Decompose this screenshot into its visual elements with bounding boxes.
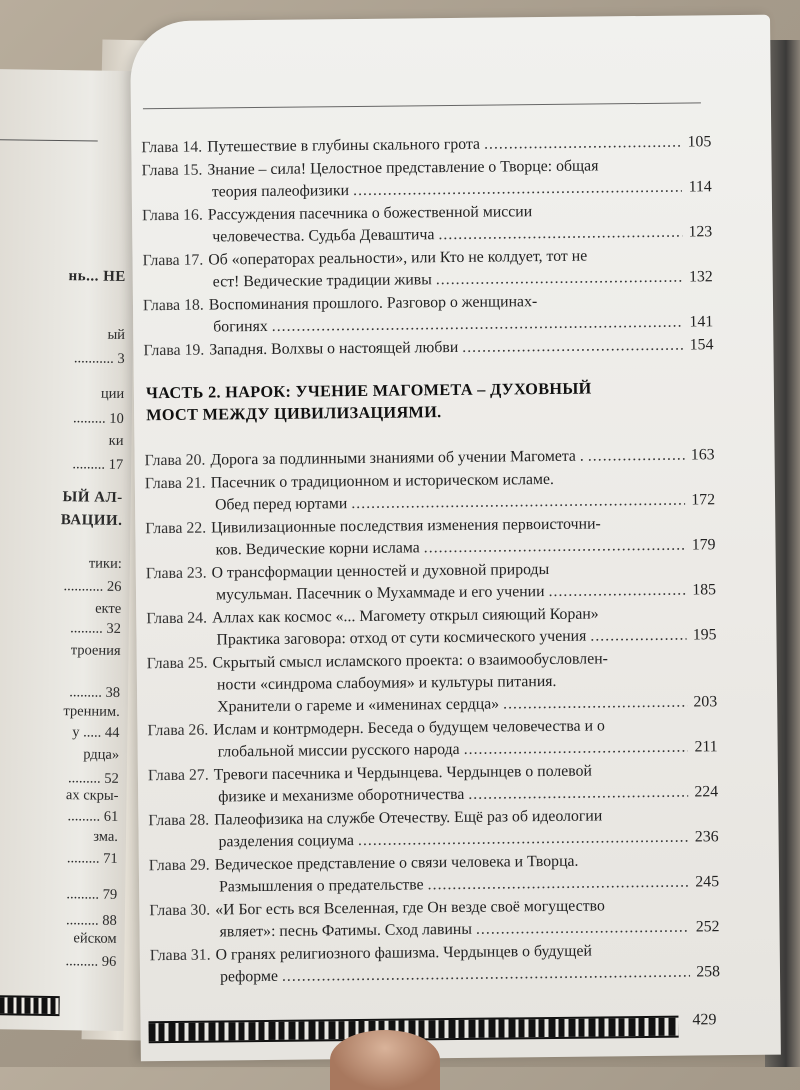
chapter-word: Глава [146, 654, 184, 673]
chapter-title-line: Хранители о гареме и «именинах сердца» [217, 695, 500, 716]
part2-entries [145, 444, 721, 989]
left-ornament-border [0, 995, 60, 1016]
left-fragment: тики: [88, 555, 122, 572]
chapter-title-line: Знание – сила! Целостное представление о Творце: общая [207, 157, 599, 179]
chapter-title-line: Размышления о предательстве [218, 876, 424, 896]
chapter-title-line: являет»: песнь Фатимы. Сход лавины [219, 920, 473, 941]
dot-leader [462, 335, 683, 359]
dot-leader [358, 827, 689, 852]
left-fragment: рдца» [83, 746, 120, 763]
toc-page-number: 179 [691, 536, 716, 554]
chapter-word: Глава [146, 609, 184, 628]
chapter-title-line: Об «операторах реальности», или Кто не колдует, тот не [208, 247, 588, 269]
chapter-word: Глава [143, 341, 181, 360]
left-fragment: ......... 10 [72, 410, 124, 427]
chapter-number: 24. [187, 609, 208, 627]
dot-leader [484, 132, 682, 156]
chapter-number: 20. [185, 451, 206, 469]
left-fragment: ........... 26 [63, 578, 122, 595]
chapter-title-line: богинях [213, 317, 268, 336]
toc-page-number: 141 [689, 313, 714, 331]
chapter-word: Глава [144, 474, 183, 493]
chapter-title-line: Ведическое представление о связи человека и Творца. [214, 852, 579, 874]
chapter-word: Глава [148, 856, 187, 875]
toc-entry [142, 244, 712, 294]
left-fragment: ции [100, 385, 125, 402]
dot-leader [503, 692, 687, 716]
chapter-title-line: Практика заговора: отход от сути космического учения [216, 627, 587, 649]
chapter-word: Глава [142, 251, 180, 270]
dot-leader [464, 737, 688, 761]
chapter-label [149, 900, 210, 923]
toc-page-number: 114 [688, 178, 712, 196]
part-heading-line1: ЧАСТЬ 2. НАРОК: УЧЕНИЕ МАГОМЕТА – ДУХОВНЫЙ [145, 378, 592, 403]
left-fragment: троения [70, 642, 121, 659]
chapter-label [143, 340, 204, 363]
chapter-title-line: Западня. Волхвы о настоящей любви [209, 338, 459, 359]
chapter-title-line: Рассуждения пасечника о божественной миссии [207, 203, 533, 224]
left-fragment: ......... 61 [67, 808, 119, 825]
chapter-label [148, 810, 209, 833]
chapter-title-line: Ислам и контрмодерн. Беседа о будущем человечества и о [213, 717, 605, 739]
chapter-title-line: ности «синдрома слабоумия» и культуры питания. [216, 672, 557, 694]
dot-leader [476, 917, 690, 941]
dot-leader [468, 782, 688, 806]
left-fragment: нь... НЕ [68, 268, 126, 285]
header-rule [143, 102, 701, 109]
thumb [330, 1030, 440, 1090]
chapter-label [145, 450, 206, 473]
chapter-number: 26. [188, 721, 209, 739]
left-fragment: ......... 52 [67, 770, 119, 787]
toc-page-number: 163 [690, 446, 715, 464]
chapter-number: 16. [183, 206, 203, 224]
chapter-title-line: физике и механизме оборотничества [218, 785, 465, 806]
left-fragment: ......... 96 [65, 953, 117, 970]
toc-page-number: 236 [694, 828, 719, 846]
chapter-title-line: Цивилизационные последствия изменения первоисточни- [211, 515, 601, 537]
chapter-title-line: ков. Ведические корни ислама [215, 539, 420, 559]
left-fragment: тренним. [63, 703, 120, 720]
left-fragment: ки [108, 432, 124, 449]
left-fragment: ах скры- [65, 787, 119, 804]
dot-leader [353, 177, 682, 202]
chapter-word: Глава [147, 766, 186, 785]
chapter-label [141, 137, 202, 160]
table-of-contents [141, 131, 720, 990]
part1-entries [141, 131, 713, 362]
chapter-title-line: реформе [219, 967, 279, 986]
left-fragment: зма. [93, 828, 119, 845]
toc-entry [149, 894, 719, 944]
left-fragment: ......... 88 [65, 912, 117, 929]
chapter-word: Глава [148, 811, 186, 830]
chapter-number: 29. [189, 856, 210, 874]
chapter-label [149, 855, 210, 878]
chapter-number: 23. [186, 564, 207, 582]
left-fragment: екте [95, 600, 122, 617]
dot-leader [588, 445, 685, 468]
left-fragment: у ..... 44 [72, 724, 120, 741]
chapter-title-line: Путешествие в глубины скального грота [207, 135, 481, 156]
toc-page-number: 195 [692, 626, 717, 644]
chapter-title-line: О трансформации ценностей и духовной природы [211, 560, 550, 582]
dot-leader [428, 872, 690, 897]
toc-page-number: 258 [696, 963, 721, 981]
dot-leader [272, 312, 684, 338]
chapter-number: 21. [185, 474, 206, 492]
left-header-rule [0, 139, 98, 142]
chapter-title-line: «И Бог есть вся Вселенная, где Он везде своё могущество [215, 897, 605, 919]
toc-page-number: 245 [695, 873, 720, 891]
toc-entry [145, 512, 715, 562]
toc-page-number: 172 [691, 491, 716, 509]
toc-page-number: 252 [695, 918, 720, 936]
toc-entry [147, 714, 717, 764]
chapter-title-line: мусульман. Пасечник о Мухаммаде и его учении [215, 583, 545, 604]
chapter-title-line: Обед перед юртами [214, 495, 348, 514]
left-fragment: ......... 79 [66, 886, 118, 903]
chapter-title-line: глобальной миссии русского народа [217, 740, 460, 761]
toc-entry [145, 467, 715, 517]
chapter-word: Глава [144, 451, 182, 470]
dot-leader [548, 580, 686, 603]
chapter-word: Глава [142, 296, 181, 315]
toc-entry [147, 647, 718, 719]
left-fragment: ........... 3 [73, 350, 125, 367]
chapter-label [145, 518, 206, 541]
chapter-word: Глава [141, 161, 179, 180]
toc-entry [141, 154, 711, 204]
dot-leader [590, 625, 686, 648]
chapter-title-line: Дорога за подлинными знаниями об учении Магомета . [210, 447, 584, 469]
toc-entry [143, 334, 713, 362]
chapter-label [145, 473, 206, 496]
chapter-title-line: Пасечник о традиционном и историческом исламе. [210, 470, 554, 492]
chapter-word: Глава [141, 138, 179, 157]
toc-page-number: 211 [694, 738, 718, 756]
chapter-title-line: Тревоги пасечника и Чердынцева. Чердынцев о полевой [213, 762, 593, 784]
toc-page-number: 185 [692, 581, 717, 599]
chapter-number: 27. [188, 766, 209, 784]
chapter-title-line: ест! Ведические традиции живы [212, 271, 432, 291]
chapter-number: 17. [183, 251, 204, 269]
left-fragment: ......... 17 [72, 456, 124, 473]
toc-page-number: 105 [687, 133, 712, 151]
chapter-number: 25. [187, 654, 208, 672]
toc-line [143, 334, 713, 362]
part-heading [146, 376, 714, 426]
toc-page-number: 154 [689, 336, 714, 354]
chapter-title-line: О гранях религиозного фашизма. Чердынцев о будущей [215, 942, 592, 964]
toc-entry [146, 602, 716, 652]
dot-leader [282, 962, 690, 988]
page-number: 429 [692, 1011, 717, 1029]
chapter-title-line: Скрытый смысл исламского проекта: о взаимообусловлен- [212, 650, 608, 672]
chapter-title-line: Воспоминания прошлого. Разговор о женщинах- [208, 293, 538, 314]
chapter-word: Глава [145, 564, 183, 583]
chapter-number: 18. [183, 296, 204, 314]
toc-page-number: 123 [688, 223, 713, 241]
chapter-label [143, 295, 204, 318]
chapter-label [150, 945, 211, 968]
dot-leader [436, 267, 683, 292]
toc-entry [148, 759, 718, 809]
chapter-word: Глава [149, 946, 187, 965]
toc-line [150, 961, 720, 989]
chapter-title-line: Палеофизика на службе Отечеству. Ещё раз об идеологии [214, 807, 603, 829]
chapter-word: Глава [141, 206, 180, 225]
part-heading-line2: МОСТ МЕЖДУ ЦИВИЛИЗАЦИЯМИ. [146, 402, 442, 425]
chapter-title-line: Аллах как космос «... Магомету открыл сияющий Коран» [211, 605, 599, 627]
chapter-number: 28. [189, 811, 210, 829]
left-fragment: ......... 71 [66, 850, 118, 867]
left-fragment: ......... 38 [69, 684, 121, 701]
chapter-word: Глава [149, 901, 187, 920]
toc-page-number: 203 [693, 693, 718, 711]
left-fragment: ый [107, 326, 126, 343]
chapter-title-line: разделения социума [218, 832, 355, 851]
chapter-number: 14. [182, 138, 203, 156]
left-fragment: ......... 32 [70, 620, 122, 637]
chapter-label [142, 205, 203, 228]
chapter-number: 31. [190, 946, 211, 964]
dot-leader [438, 222, 682, 247]
dot-leader [424, 535, 686, 560]
left-fragment: ейском [73, 930, 117, 947]
right-page [130, 15, 781, 1062]
toc-entry [142, 199, 712, 249]
toc-entry [150, 939, 720, 989]
chapter-word: Глава [147, 721, 185, 740]
chapter-label [142, 250, 203, 273]
chapter-label [146, 563, 207, 586]
chapter-title-line: теория палеофизики [211, 182, 350, 201]
toc-entry [148, 804, 718, 854]
chapter-number: 15. [182, 161, 203, 179]
chapter-label [146, 608, 207, 631]
chapter-label [147, 653, 208, 676]
toc-page-number: 224 [694, 783, 719, 801]
chapter-title-line: человечества. Судьба Деваштича [212, 226, 435, 246]
chapter-label [141, 160, 202, 183]
chapter-number: 19. [184, 341, 205, 359]
chapter-number: 22. [186, 519, 207, 537]
chapter-word: Глава [145, 519, 183, 538]
left-fragment: ЫЙ АЛ- [62, 489, 123, 506]
chapter-label [147, 720, 208, 743]
chapter-number: 30. [190, 901, 211, 919]
dot-leader [351, 490, 685, 515]
toc-entry [149, 849, 719, 899]
toc-entry [143, 289, 713, 339]
left-page [0, 69, 137, 1031]
left-fragment: ВАЦИИ. [60, 512, 123, 529]
toc-entry [146, 557, 716, 607]
chapter-label [148, 765, 209, 788]
toc-page-number: 132 [688, 268, 713, 286]
